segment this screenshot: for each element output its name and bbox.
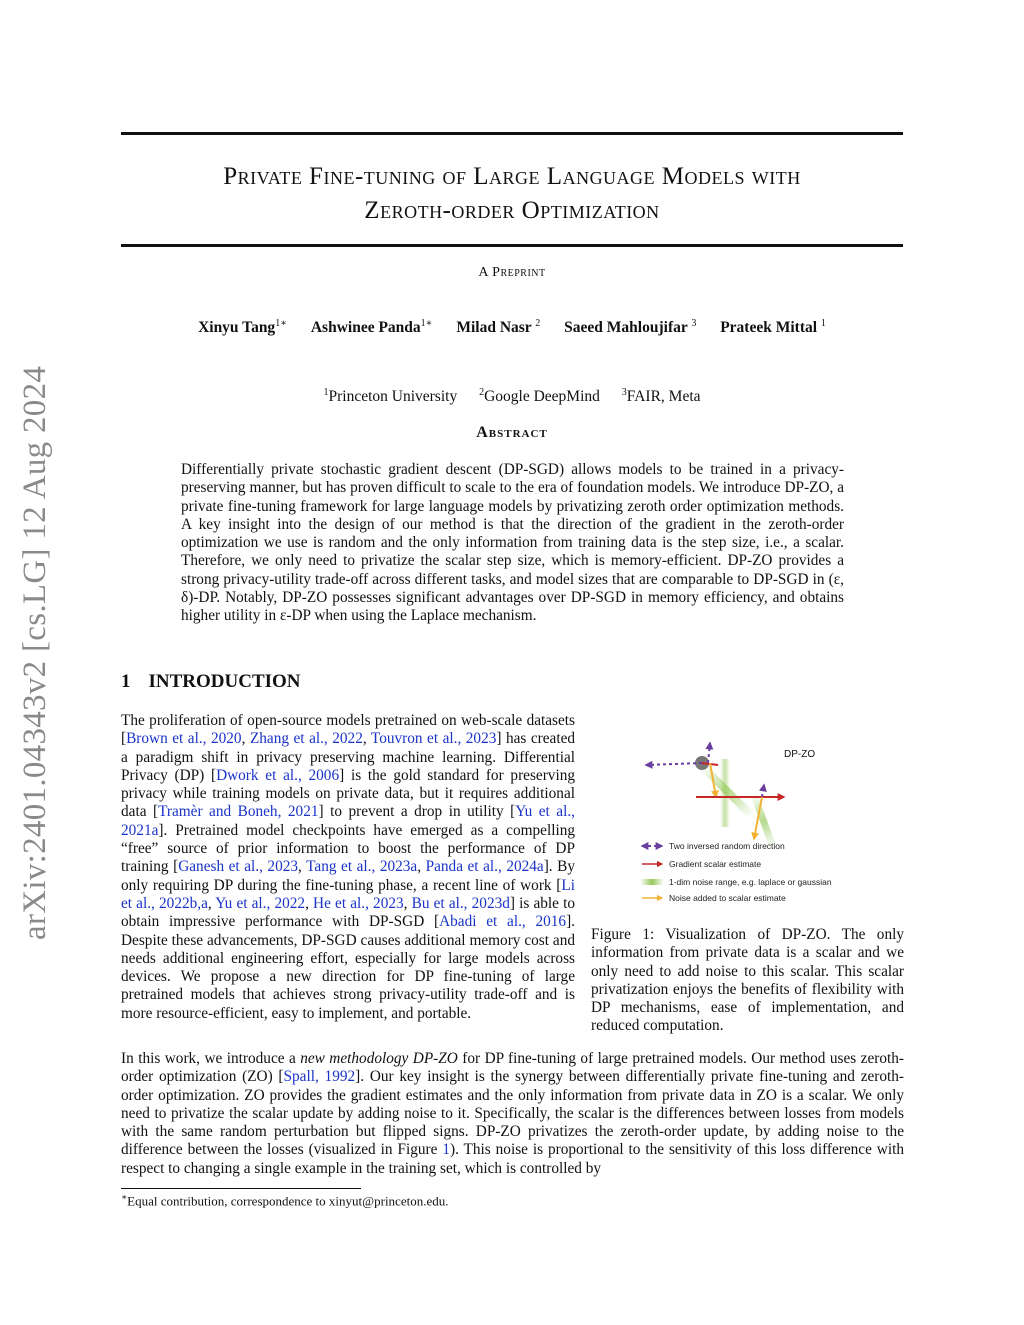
footnote: ∗Equal contribution, correspondence to xinyut@princeton.edu. [121,1192,449,1209]
citation-link[interactable]: Bu et al., 2023d [411,894,510,912]
affiliation: $^1$Princeton University [323,387,458,406]
author: Saeed Mahloujifar $^3$ [564,318,697,337]
citation-link[interactable]: Panda et al., 2024a [425,858,544,876]
legend-label: Noise added to scalar estimate [669,893,786,903]
body-paragraph: In this work, we introduce a new methodology DP-ZO for DP fine-tuning of large pretrained models. Our method uses zeroth-order optimization (ZO) [Spall, 1992]. Our key insight is the synergy between differentially private fine-tuning and zeroth-order optimization. ZO provides the gradient estimates and the only information from private data in ZO is a scalar. We only need to privatize the scalar update by adding noise to it. Specifically, the scalar is the differences between losses from models with the same random perturbation but flipped signs. DP-ZO privatizes the zeroth-order update, by adding noise to the difference between the losses (visualized in Figure 1). This noise is proportional to the sensitivity of this loss difference with respect to changing a single example in the training set, which is controlled by [121,1050,905,1177]
legend-label: Two inversed random direction [669,841,785,851]
random-direction-arrow [646,763,702,765]
citation-link[interactable]: Ganesh et al., 2023 [178,858,299,876]
author: Milad Nasr $^2$ [456,318,541,337]
section-heading: 1 INTRODUCTION [121,671,301,692]
paper-title-line-1: Private Fine-tuning of Large Language Models with [223,163,801,190]
affiliation-list [121,387,903,406]
abstract-heading: Abstract [476,424,548,441]
footnote-rule [121,1188,361,1189]
author: Xinyu Tang$^{1∗}$ [198,318,287,337]
dp-zo-figure [636,735,906,915]
paper-title-line-2: Zeroth-order Optimization [364,197,660,224]
legend-label: Gradient scalar estimate [669,859,762,869]
arxiv-identifier: arXiv:2401.04343v2 [cs.LG] 12 Aug 2024 [17,365,53,940]
author-list [121,318,903,337]
citation-link[interactable]: Yu et al., 2022 [215,894,306,912]
citation-link[interactable]: Spall, 1992 [283,1068,356,1086]
citation-link[interactable]: Li et al., 2022b,a [121,876,575,912]
affiliation: $^2$Google DeepMind [479,387,600,406]
abstract-text: Differentially private stochastic gradient descent (DP-SGD) allows models to be trained in a privacy-preserving manner, but has proven difficult to scale to the era of foundation models. We introduce DP-ZO, a private fine-tuning framework for large language models by privatizing zeroth order optimization methods. A key insight into the design of our method is that the direction of the gradient in the zeroth-order optimization we use is random and the only information from training data is the step size, i.e., a scalar. Therefore, we only need to privatize the scalar step size, which is memory-efficient. DP-ZO provides a strong privacy-utility trade-off across different tasks, and model sizes that are comparable to DP-SGD in (ε, δ)-DP. Notably, DP-ZO possesses significant advantages over DP-SGD in memory efficiency, and obtains higher utility in ε-DP when using the Laplace mechanism. [181,461,844,625]
title-top-rule [121,132,903,135]
affiliation: $^3$FAIR, Meta [621,387,701,406]
citation-link[interactable]: Touvron et al., 2023 [370,730,497,748]
figure-legend [640,841,832,903]
citation-link[interactable]: He et al., 2023 [313,894,404,912]
random-direction-arrow [762,785,764,797]
citation-link[interactable]: Zhang et al., 2022 [249,730,363,748]
legend-label: 1-dim noise range, e.g. laplace or gaussian [669,877,832,887]
title-bottom-rule [121,244,903,247]
intro-paragraph: The proliferation of open-source models pretrained on web-scale datasets [Brown et al., 2020, Zhang et al., 2022, Touvron et al., 2023] has created a paradigm shift in privacy preserving machine learning. Differential Privacy (DP) [Dwork et al., 2006] is the gold standard for preserving privacy while training models on private data, but it requires additional data [Tramèr and Boneh, 2021] to prevent a drop in utility [Yu et al., 2021a]. Pretrained model checkpoints have emerged as a compelling “free” source of prior information to boost the performance of DP training [Ganesh et al., 2023, Tang et al., 2023a, Panda et al., 2024a]. By only requiring DP during the fine-tuning phase, a recent line of work [Li et al., 2022b,a, Yu et al., 2022, He et al., 2023, Bu et al., 2023d] is able to obtain impressive performance with DP-SGD [Abadi et al., 2016]. Despite these advancements, DP-SGD causes additional memory cost and needs additional engineering effort, especially for large models across devices. We propose a new direction for DP fine-tuning of large pretrained models that achieves strong privacy-utility trade-off and is more resource-efficient, easy to implement, and portable. [121,712,576,1022]
figure-caption: Figure 1: Visualization of DP-ZO. The only information from private data is a scalar and we only need to add noise to this scalar. This scalar privatization enjoys the benefits of flexibility with DP mechanisms, ease of implementation, and reduced computation. [591,926,904,1035]
author: Ashwinee Panda$^{1∗}$ [310,318,433,337]
citation-link[interactable]: Abadi et al., 2016 [439,913,567,931]
citation-link[interactable]: Tramèr and Boneh, 2021 [158,803,319,821]
citation-link[interactable]: Dwork et al., 2006 [216,766,340,784]
author: Prateek Mittal $^1$ [720,318,826,337]
figure-reference-link[interactable]: 1 [442,1141,450,1159]
citation-link[interactable]: Yu et al., 2021a [121,803,575,839]
preprint-label: A Preprint [478,265,546,280]
figure-label: DP-ZO [784,749,816,760]
citation-link[interactable]: Tang et al., 2023a [306,858,418,876]
citation-link[interactable]: Brown et al., 2020 [126,730,242,748]
